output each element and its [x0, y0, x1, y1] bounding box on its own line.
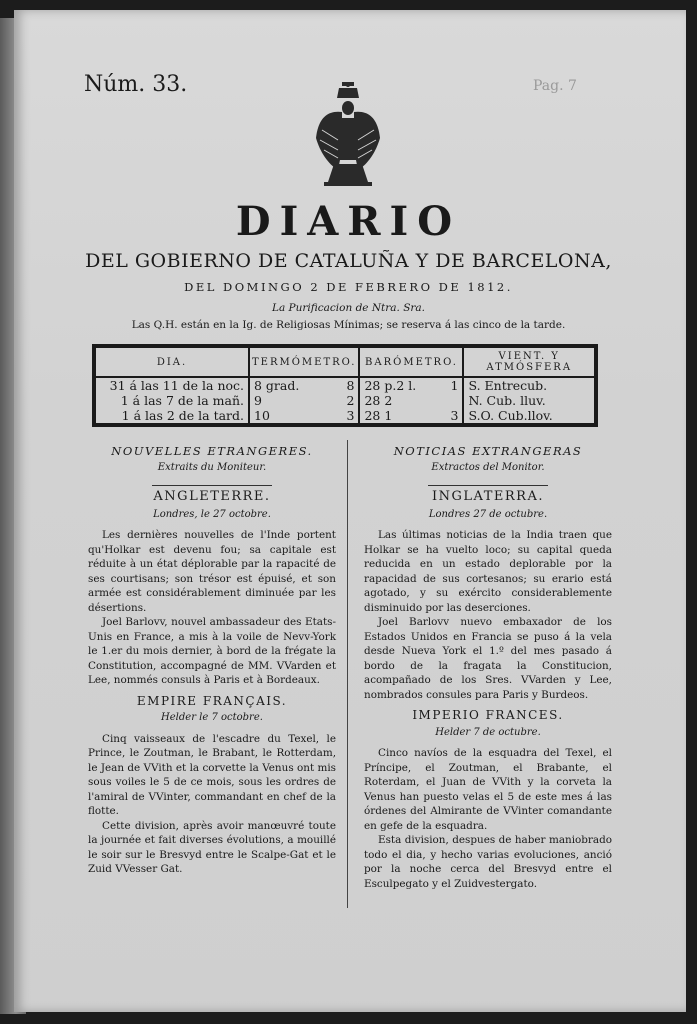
newspaper-subtitle: DEL GOBIERNO DE CATALUÑA Y DE BARCELONA,: [85, 250, 612, 272]
newspaper-title: DIARIO: [235, 198, 462, 245]
country-heading: INGLATERRA.: [432, 489, 544, 504]
country-heading: ANGLETERRE.: [153, 489, 271, 504]
feast-of-day: La Purificacion de Ntra. Sra.: [271, 302, 426, 314]
section-heading: NOTICIAS EXTRANGERAS: [393, 444, 583, 458]
place-date: Helder 7 de octubre.: [435, 726, 541, 738]
paragraph: Las últimas noticias de la India traen que Holkar se ha vuelto loco; su capital queda reducida en un estado deplorable por la rapacidad de sus cortesanos; su erario está agotado, y su exército considerablemente disminuido por las deserciones.: [364, 529, 612, 614]
spanish-column: [364, 444, 612, 891]
paragraph: Esta division, despues de haber maniobrado todo el dia, y hecho varias evoluciones, anció por la noche cerca del Bresvyd entre el Esculpegato y el Zuidvestergato.: [364, 834, 612, 890]
col-header-termometro: TERMÓMETRO.: [249, 346, 359, 377]
issue-number: Núm. 33.: [84, 72, 188, 97]
source-line: Extraits du Moniteur.: [157, 461, 267, 473]
paragraph: Les dernières nouvelles de l'Inde portent qu'Holkar est devenu fou; sa capitale est réduite à un état déplorable par la rapacité de ses courtisans; son trésor est épuisé, et son armée est considérablement diminuée par les désertions.: [88, 529, 336, 614]
col-header-viento: VIENT. Y ATMÓSFERA: [463, 346, 596, 377]
rule: [428, 485, 548, 486]
paragraph: Joel Barlovv nuevo embaxador de los Estados Unidos en Francia se puso á la vela desde Nueva York el 1.º del mes pasado á bordo de la fragata la Constitucion, acompañado de los Sres. VVarden y Lee, nombrados consules para Paris y Burdeos.: [364, 616, 612, 701]
col-header-barometro: BARÓMETRO.: [359, 346, 463, 377]
paragraph: Cinq vaisseaux de l'escadre du Texel, le Prince, le Zoutman, le Brabant, le Rotterdam, le Jean de VVith et la corvette la Venus ont mis sous voiles le 5 de ce mois, sous les ordres de l'amiral de VVinter, commandant en chef de la flotte.: [88, 732, 336, 817]
place-date: Londres, le 27 octobre.: [153, 508, 271, 520]
weather-table: [92, 344, 598, 427]
country-heading: IMPERIO FRANCES.: [412, 708, 564, 722]
table-row: 1 á las 7 de la mañ. 9 2 28 2 N. Cub. lluv.: [94, 393, 596, 408]
table-row: 1 á las 2 de la tard. 10 3 28 1 3 S.O. Cub.llov.: [94, 408, 596, 425]
paragraph: Cette division, après avoir manœuvré toute la journée et fait diverses évolutions, a mouillé le soir sur le Bresvyd entre le Scalpe-Gat et le Zuid VVesser Gat.: [88, 819, 336, 875]
table-row: 31 á las 11 de la noc. 8 grad. 8 28 p.2 l. 1 S. Entrecub.: [94, 377, 596, 393]
church-notice: Las Q.H. están en la Ig. de Religiosas Mínimas; se reserva á las cinco de la tarde.: [131, 319, 566, 331]
dateline: DEL DOMINGO 2 DE FEBRERO DE 1812.: [184, 280, 513, 294]
paragraph: Joel Barlovv, nouvel ambassadeur des Etats-Unis en France, a mis à la voile de Nevv-York le 1.er du mois dernier, à bord de la frégate la Constitution, accompagné de MM. VVarden et Lee, nommés consuls à Paris et à Bordeaux.: [88, 616, 336, 686]
paragraph: Cinco navíos de la esquadra del Texel, el Príncipe, el Zoutman, el Brabante, el Roterdam, el Juan de VVith y la corveta la Venus han puesto velas el 5 de este mes á las órdenes del Almirante de VVinter comandante en gefe de la esquadra.: [364, 747, 612, 832]
page-mark: Pag. 7: [533, 78, 577, 94]
column-divider: [347, 440, 348, 908]
col-header-dia: DIA.: [94, 346, 249, 377]
place-date: Helder le 7 octobre.: [161, 712, 263, 723]
imperial-eagle-emblem: [312, 80, 384, 192]
place-date: Londres 27 de octubre.: [428, 508, 548, 520]
french-column: [88, 444, 336, 877]
country-heading: EMPIRE FRANÇAIS.: [136, 693, 288, 708]
source-line: Extractos del Monitor.: [431, 461, 545, 473]
section-heading: NOUVELLES ETRANGERES.: [111, 444, 313, 458]
rule: [152, 485, 272, 486]
